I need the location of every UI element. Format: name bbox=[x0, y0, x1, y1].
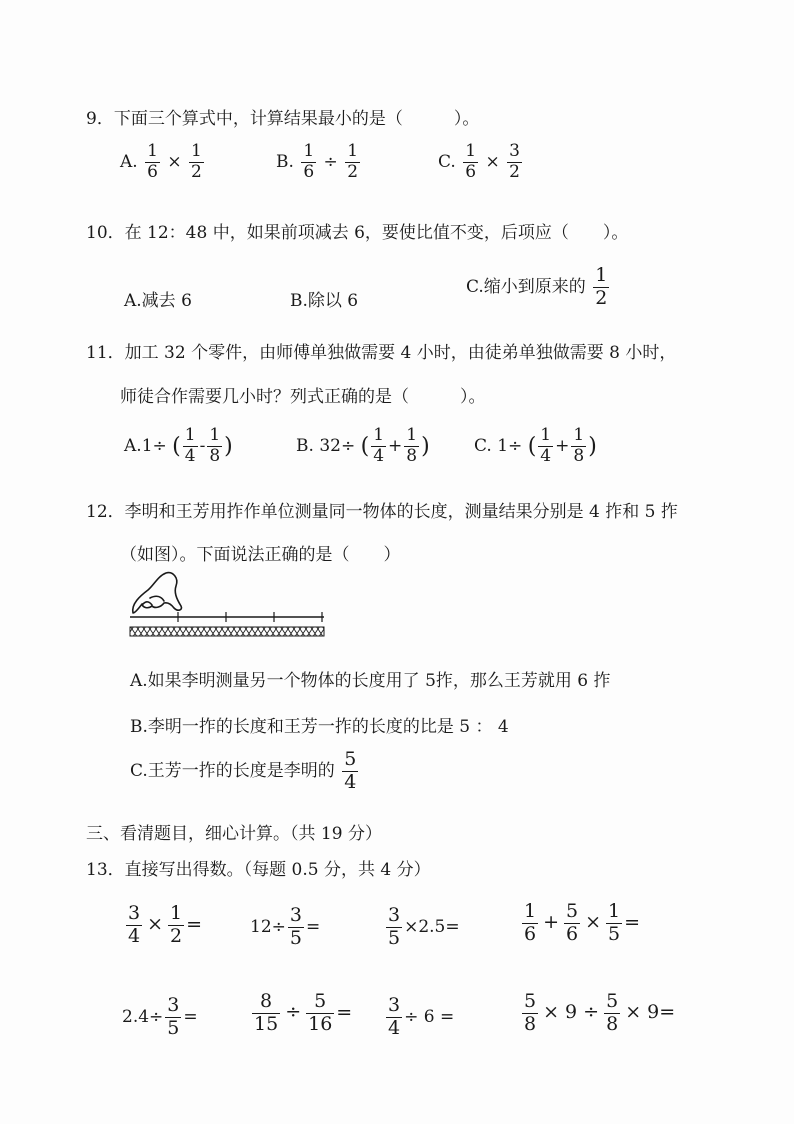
option-letter: C. bbox=[474, 435, 492, 456]
fraction: $\frac{3}{5}$ bbox=[289, 904, 302, 949]
q10-option-c[interactable] bbox=[466, 266, 611, 309]
right-paren: ) bbox=[224, 433, 233, 459]
operator: + bbox=[388, 435, 403, 456]
question-11-line2: 师徒合作需要几小时？列式正确的是（ ）。 bbox=[120, 387, 486, 407]
fraction: $\frac{1}{5}$ bbox=[608, 900, 621, 945]
fraction: $\frac{1}{8}$ bbox=[573, 425, 585, 466]
calc-expression[interactable] bbox=[250, 992, 352, 1035]
q9-option-b[interactable] bbox=[276, 143, 362, 182]
operator: ÷ bbox=[323, 151, 338, 172]
expression-tail: ×2.5= bbox=[404, 916, 460, 937]
calc-expression[interactable] bbox=[250, 906, 320, 949]
operator: × bbox=[585, 911, 602, 934]
lead-term: 12÷ bbox=[250, 916, 286, 937]
section-3-title: 三、看清题目，细心计算。（共 19 分） bbox=[86, 824, 382, 844]
calc-expression[interactable] bbox=[384, 996, 454, 1039]
q9-option-a[interactable] bbox=[120, 143, 206, 182]
question-12-line2: （如图）。下面说法正确的是（ ） bbox=[120, 545, 401, 565]
right-paren: ) bbox=[421, 433, 430, 459]
fraction: $\frac{3}{2}$ bbox=[509, 141, 520, 182]
fraction: $\frac{5}{16}$ bbox=[308, 990, 333, 1035]
option-letter: A. bbox=[124, 435, 142, 456]
calc-expression[interactable] bbox=[520, 992, 678, 1035]
operator: ÷ bbox=[285, 1001, 302, 1024]
operator: × bbox=[147, 913, 164, 936]
fraction: $\frac{1}{6}$ bbox=[465, 141, 477, 182]
q12-option-c[interactable] bbox=[130, 750, 360, 793]
left-paren: ( bbox=[360, 433, 370, 459]
fraction: $\frac{1}{4}$ bbox=[540, 425, 552, 466]
fraction: $\frac{1}{6}$ bbox=[303, 141, 315, 182]
operator: × bbox=[167, 151, 182, 172]
fraction: $\frac{1}{6}$ bbox=[147, 141, 158, 182]
equals-sign: = bbox=[186, 913, 203, 936]
fraction: $\frac{5}{8}$ bbox=[524, 990, 537, 1035]
calc-expression[interactable] bbox=[122, 996, 198, 1039]
fraction: $\frac{5}{8}$ bbox=[606, 990, 619, 1035]
fraction: $\frac{3}{5}$ bbox=[167, 994, 180, 1039]
option-letter: A. bbox=[120, 151, 138, 172]
fraction: $\frac{8}{15}$ bbox=[254, 990, 279, 1035]
fraction: $\frac{1}{8}$ bbox=[406, 425, 418, 466]
equals-sign: = bbox=[624, 911, 641, 934]
expression-tail: ÷ 6 = bbox=[404, 1006, 455, 1027]
option-letter: B. bbox=[296, 435, 314, 456]
q10-option-b[interactable]: B.除以 6 bbox=[290, 291, 359, 311]
question-10-text: 10．在 12：48 中，如果前项减去 6，要使比值不变，后项应（ ）。 bbox=[86, 223, 629, 243]
question-11-line1: 11．加工 32 个零件，由师傅单独做需要 4 小时，由徒弟单独做需要 8 小时， bbox=[86, 343, 677, 363]
fraction: $\frac{1}{2}$ bbox=[595, 264, 608, 309]
fraction: $\frac{1}{4}$ bbox=[373, 425, 385, 466]
lead-term: 2.4÷ bbox=[122, 1006, 164, 1027]
fraction: $\frac{5}{4}$ bbox=[344, 748, 357, 793]
question-12-line1: 12．李明和王芳用拃作单位测量同一物体的长度，测量结果分别是 4 拃和 5 拃 bbox=[86, 502, 678, 522]
fraction: $\frac{1}{2}$ bbox=[190, 141, 202, 182]
question-9-text: 9．下面三个算式中，计算结果最小的是（ ）。 bbox=[86, 109, 480, 129]
hand-span-measure-illustration bbox=[126, 566, 332, 642]
equals-sign: = bbox=[305, 916, 321, 937]
option-text: C.缩小到原来的 bbox=[466, 276, 586, 297]
q12-option-a[interactable]: A.如果李明测量另一个物体的长度用了 5拃，那么王芳就用 6 拃 bbox=[130, 671, 611, 691]
q10-option-a[interactable]: A.减去 6 bbox=[124, 291, 192, 311]
left-paren: ( bbox=[172, 433, 181, 459]
q11-option-a[interactable] bbox=[124, 427, 233, 466]
hand-icon bbox=[133, 573, 182, 613]
equals-sign: = bbox=[183, 1006, 198, 1027]
q11-option-b[interactable] bbox=[296, 427, 430, 466]
right-paren: ) bbox=[588, 433, 597, 459]
q12-option-b[interactable]: B.李明一拃的长度和王芳一拃的长度的比是 5 ： 4 bbox=[130, 717, 509, 737]
operator: - bbox=[199, 435, 206, 456]
expression-tail: × 9= bbox=[625, 1001, 676, 1024]
option-letter: B. bbox=[276, 151, 294, 172]
calc-expression[interactable] bbox=[384, 906, 460, 949]
lead-term: 1÷ bbox=[497, 435, 523, 456]
operator: × bbox=[485, 151, 500, 172]
calc-expression[interactable] bbox=[520, 902, 640, 945]
fraction: $\frac{3}{4}$ bbox=[128, 902, 141, 947]
measured-object-bar bbox=[130, 627, 324, 636]
left-paren: ( bbox=[527, 433, 537, 459]
fraction: $\frac{1}{8}$ bbox=[209, 425, 221, 466]
q11-option-c[interactable] bbox=[474, 427, 597, 466]
option-text: C.王芳一拃的长度是李明的 bbox=[130, 760, 335, 781]
q9-option-c[interactable] bbox=[438, 143, 524, 182]
fraction: $\frac{3}{4}$ bbox=[388, 994, 401, 1039]
question-13-title: 13．直接写出得数。（每题 0.5 分，共 4 分） bbox=[86, 860, 431, 880]
operator: + bbox=[543, 911, 560, 934]
option-letter: C. bbox=[438, 151, 456, 172]
fraction: $\frac{1}{6}$ bbox=[524, 900, 537, 945]
fraction: $\frac{1}{2}$ bbox=[347, 141, 359, 182]
fraction: $\frac{5}{6}$ bbox=[566, 900, 579, 945]
lead-term: 32÷ bbox=[319, 435, 356, 456]
calc-expression[interactable] bbox=[124, 904, 202, 947]
equals-sign: = bbox=[336, 1001, 353, 1024]
operator: × 9 ÷ bbox=[543, 1001, 600, 1024]
operator: + bbox=[555, 435, 570, 456]
fraction: $\frac{1}{4}$ bbox=[184, 425, 196, 466]
lead-term: 1÷ bbox=[141, 435, 167, 456]
fraction: $\frac{3}{5}$ bbox=[388, 904, 401, 949]
fraction: $\frac{1}{2}$ bbox=[170, 902, 183, 947]
